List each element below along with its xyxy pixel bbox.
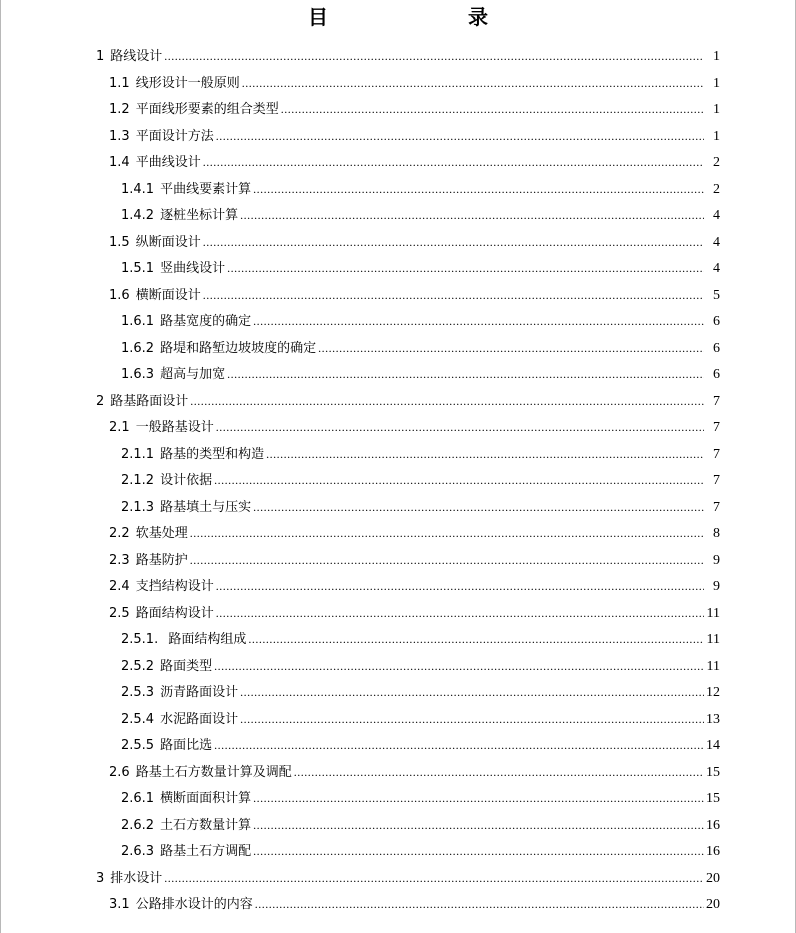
toc-entry-title: 土石方数量计算: [160, 817, 252, 833]
toc-entry-page-number: 1: [713, 128, 720, 144]
toc-entry-title: 路面结构设计: [135, 605, 214, 621]
toc-entry[interactable]: [121, 653, 720, 679]
toc-entry[interactable]: [109, 282, 720, 308]
toc-entry-title: 平面线形要素的组合类型: [135, 102, 279, 117]
toc-leader-dots: [227, 255, 704, 281]
toc-entry-title: 平面设计方法: [135, 128, 214, 144]
toc-entry-number: 1.1: [109, 75, 130, 91]
toc-entry-number: 1.2: [109, 102, 130, 117]
toc-entry-page-number: 4: [713, 234, 720, 250]
toc-entry[interactable]: [96, 388, 720, 414]
toc-entry-page-number: 7: [713, 473, 720, 488]
toc-leader-dots: [227, 361, 704, 387]
toc-entry-number: 1.6.1: [121, 314, 155, 329]
toc-entry[interactable]: [121, 255, 720, 281]
toc-entry-page-number: 20: [706, 870, 720, 886]
toc-leader-dots: [266, 441, 704, 467]
toc-entry-title: 路基土石方调配: [160, 844, 252, 859]
toc-entry-page-number: 11: [706, 632, 720, 647]
toc-entry-page-number: 13: [706, 711, 720, 727]
toc-entry[interactable]: [109, 573, 720, 599]
toc-entry[interactable]: [109, 96, 720, 122]
toc-entry-number: 2.1.3: [121, 499, 155, 515]
toc-entry-number: 1.6.2: [121, 340, 155, 356]
toc-entry-title: 横断面设计: [135, 287, 201, 303]
toc-entry-title: 路面类型: [160, 658, 213, 674]
toc-leader-dots: [318, 335, 704, 361]
toc-leader-dots: [214, 653, 704, 679]
toc-leader-dots: [253, 838, 704, 864]
toc-leader-dots: [240, 706, 704, 732]
toc-leader-dots: [281, 96, 704, 122]
toc-entry-title: 平曲线要素计算: [160, 181, 252, 197]
toc-entry-number: 1.6: [109, 287, 130, 303]
toc-entry-title: 公路排水设计的内容: [135, 897, 253, 912]
toc-entry[interactable]: [96, 43, 720, 69]
toc-entry[interactable]: [121, 679, 720, 705]
toc-entry[interactable]: [109, 414, 720, 440]
toc-leader-dots: [294, 759, 704, 785]
toc-leader-dots: [253, 812, 704, 838]
toc-leader-dots: [240, 202, 704, 228]
toc-entry[interactable]: [109, 149, 720, 175]
toc-leader-dots: [240, 679, 704, 705]
toc-entry[interactable]: [96, 865, 720, 891]
toc-entry-number: 2.5.5: [121, 738, 155, 753]
toc-entry-title: 路堤和路堑边坡坡度的确定: [160, 340, 317, 356]
toc-entry[interactable]: [121, 732, 720, 758]
toc-entry[interactable]: [121, 441, 720, 467]
toc-entry-page-number: 6: [713, 314, 720, 329]
toc-leader-dots: [216, 573, 704, 599]
toc-entry-number: 2.5.3: [121, 685, 155, 700]
toc-entry-number: 2.1.1: [121, 446, 155, 462]
toc-entry-page-number: 9: [713, 552, 720, 568]
toc-entry-page-number: 8: [713, 526, 720, 541]
toc-entry-title: 一般路基设计: [135, 420, 214, 435]
toc-entry-number: 1: [96, 49, 105, 64]
toc-entry-number: 2.1: [109, 420, 130, 435]
toc-entry-title: 超高与加宽: [160, 367, 226, 382]
toc-leader-dots: [214, 732, 704, 758]
toc-entry-title: 线形设计一般原则: [135, 75, 240, 91]
toc-entry-page-number: 1: [713, 75, 720, 91]
toc-entry-number: 1.5: [109, 234, 130, 250]
toc-entry-number: 2: [96, 393, 105, 409]
toc-entry-page-number: 12: [706, 685, 720, 700]
toc-entry[interactable]: [109, 891, 720, 917]
toc-entry[interactable]: [121, 176, 720, 202]
toc-entry[interactable]: [109, 229, 720, 255]
toc-entry-number: 1.3: [109, 128, 130, 144]
toc-leader-dots: [164, 43, 704, 69]
toc-leader-dots: [248, 626, 704, 652]
toc-entry-page-number: 7: [713, 393, 720, 409]
toc-entry[interactable]: [109, 600, 720, 626]
toc-entry-page-number: 1: [713, 49, 720, 64]
toc-entry-page-number: 2: [713, 181, 720, 197]
toc-leader-dots: [214, 467, 704, 493]
toc-entry[interactable]: [121, 361, 720, 387]
toc-entry-number: 2.6.3: [121, 844, 155, 859]
toc-entry-number: 2.6.1: [121, 791, 155, 806]
toc-entry[interactable]: [109, 520, 720, 546]
toc-entry-title: 设计依据: [160, 473, 213, 488]
toc-entry-page-number: 5: [713, 287, 720, 303]
toc-leader-dots: [190, 520, 704, 546]
toc-leader-dots: [190, 388, 704, 414]
toc-entry-page-number: 14: [706, 738, 720, 753]
toc-leader-dots: [242, 70, 704, 96]
toc-entry-title: 沥青路面设计: [160, 685, 239, 700]
toc-entry-number: 2.6.2: [121, 817, 155, 833]
toc-entry-title: 路线设计: [110, 49, 163, 64]
toc-entry-title: 路基填土与压实: [160, 499, 252, 515]
toc-leader-dots: [164, 865, 704, 891]
toc-leader-dots: [255, 891, 704, 917]
toc-entry-page-number: 11: [706, 605, 720, 621]
toc-entry[interactable]: [121, 467, 720, 493]
toc-entry-title: 软基处理: [135, 526, 188, 541]
toc-entry-number: 2.4: [109, 579, 130, 594]
toc-entry-number: 2.5.4: [121, 711, 155, 727]
toc-entry[interactable]: [121, 494, 720, 520]
toc-entry-number: 1.6.3: [121, 367, 155, 382]
toc-leader-dots: [190, 547, 704, 573]
toc-entry[interactable]: [121, 706, 720, 732]
toc-entry[interactable]: [121, 202, 720, 228]
toc-entry-title: 纵断面设计: [135, 234, 201, 250]
toc-entry-title: 路基防护: [135, 552, 188, 568]
toc-leader-dots: [216, 414, 704, 440]
toc-leader-dots: [253, 308, 704, 334]
page-edge-left: [0, 0, 1, 933]
page-title: 目 录: [308, 5, 548, 29]
toc-entry-number: 2.1.2: [121, 473, 155, 488]
toc-entry-number: 2.5.2: [121, 658, 155, 674]
toc-entry[interactable]: [121, 812, 720, 838]
toc-entry-number: 2.6: [109, 764, 130, 780]
toc-entry-number: 1.5.1: [121, 261, 155, 276]
toc-entry[interactable]: [109, 759, 720, 785]
toc-entry[interactable]: [121, 838, 720, 864]
toc-leader-dots: [203, 229, 704, 255]
toc-entry-number: 2.2: [109, 526, 130, 541]
toc-entry-number: 3: [96, 870, 105, 886]
toc-entry-title: 路基路面设计: [110, 393, 189, 409]
toc-entry-page-number: 7: [713, 420, 720, 435]
toc-entry-page-number: 11: [706, 658, 720, 674]
toc-entry-number: 2.3: [109, 552, 130, 568]
toc-entry-number: 2.5.1.: [121, 632, 159, 647]
toc-entry-title: 平曲线设计: [135, 155, 201, 170]
toc-entry-title: 排水设计: [110, 870, 163, 886]
toc-entry[interactable]: [109, 70, 720, 96]
toc-entry-page-number: 7: [713, 446, 720, 462]
toc-entry[interactable]: [121, 785, 720, 811]
toc-entry-title: 逐桩坐标计算: [160, 208, 239, 223]
toc-leader-dots: [253, 494, 704, 520]
toc-entry-page-number: 20: [706, 897, 720, 912]
toc-entry-title: 水泥路面设计: [160, 711, 239, 727]
toc-leader-dots: [216, 600, 704, 626]
toc-leader-dots: [253, 176, 704, 202]
toc-entry-title: 路基土石方数量计算及调配: [135, 764, 292, 780]
toc-leader-dots: [203, 282, 704, 308]
toc-entry-page-number: 2: [713, 155, 720, 170]
toc-entry[interactable]: [109, 123, 720, 149]
toc-entry-title: 路面结构组成: [164, 632, 247, 647]
toc-entry-page-number: 15: [706, 764, 720, 780]
toc-entry-page-number: 1: [713, 102, 720, 117]
toc-leader-dots: [203, 149, 704, 175]
toc-entry-page-number: 7: [713, 499, 720, 515]
toc-entry[interactable]: [121, 626, 720, 652]
toc-entry[interactable]: [121, 308, 720, 334]
toc-entry-title: 路基宽度的确定: [160, 314, 252, 329]
toc-leader-dots: [253, 785, 704, 811]
toc-entry-page-number: 16: [706, 817, 720, 833]
toc-entry-number: 3.1: [109, 897, 130, 912]
toc-leader-dots: [216, 123, 704, 149]
toc-entry-title: 横断面面积计算: [160, 791, 252, 806]
toc-entry-page-number: 4: [713, 261, 720, 276]
toc-entry-title: 竖曲线设计: [160, 261, 226, 276]
toc-entry-title: 支挡结构设计: [135, 579, 214, 594]
toc-entry-page-number: 6: [713, 367, 720, 382]
toc-entry-number: 1.4.2: [121, 208, 155, 223]
toc-entry[interactable]: [121, 335, 720, 361]
toc-entry-title: 路面比选: [160, 738, 213, 753]
toc-entry-number: 1.4.1: [121, 181, 155, 197]
toc-entry-title: 路基的类型和构造: [160, 446, 265, 462]
toc-entry-page-number: 9: [713, 579, 720, 594]
toc-entry-number: 2.5: [109, 605, 130, 621]
toc-entry-page-number: 16: [706, 844, 720, 859]
toc-entry[interactable]: [109, 547, 720, 573]
toc-entry-number: 1.4: [109, 155, 130, 170]
toc-entry-page-number: 15: [706, 791, 720, 806]
toc-entry-page-number: 4: [713, 208, 720, 223]
toc-entry-page-number: 6: [713, 340, 720, 356]
